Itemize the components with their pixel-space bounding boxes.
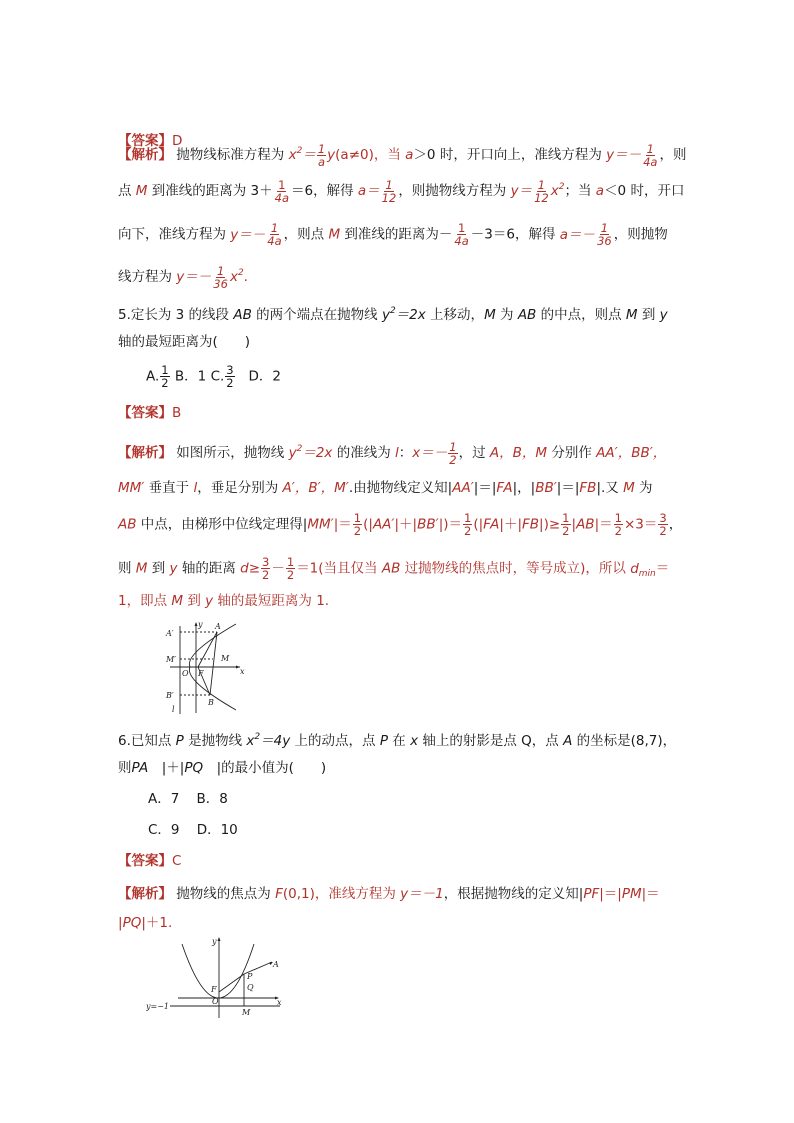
math: d (240, 560, 249, 577)
answer-value: C (172, 853, 182, 869)
text: 上的动点，点 (290, 733, 380, 749)
option-d: D．2 (248, 368, 281, 385)
math: y (205, 593, 214, 609)
q6-stem-line-1: 6.已知点 P 是抛物线 $x^2=4y$ 上的动点，点 P 在 x 轴上的射影是点 Q，点 A 的坐标是(8,7)， (118, 732, 677, 749)
text: |＝ (333, 516, 352, 533)
math: A (563, 733, 573, 749)
text: ，则点 (283, 226, 329, 243)
math: $x^2=$ $\frac{1}{a}$ y (288, 141, 336, 169)
math: F (275, 886, 283, 902)
fraction: $\frac{1}{4a}$ (454, 221, 469, 248)
text: |＝ (641, 886, 660, 902)
text: 是抛物线 (183, 733, 247, 749)
q6-answer-line (118, 852, 181, 870)
math: AB (517, 307, 537, 323)
text: ＝1(当且仅当 (296, 560, 382, 577)
math: AA′，BB′， (596, 445, 667, 461)
text: 过抛物线的焦点时，等号成立)，所以 (400, 560, 631, 577)
line-fp (219, 974, 244, 992)
math: P (379, 733, 388, 749)
q5-analysis-line-1: 【解析】 如图所示，抛物线 $y^2=2x$ 的准线为 l：x＝－ $\frac{1}{2}$ ，过 A，B，M 分别作 AA′，BB′， (118, 439, 667, 467)
math: M (171, 593, 184, 609)
math: AB (118, 516, 137, 533)
text: 5.定长为 3 的线段 (118, 307, 234, 323)
label-p: P (247, 972, 253, 981)
chord-ab (210, 632, 217, 695)
text: |)≥ (539, 516, 561, 533)
text: ，则抛物 (613, 226, 668, 243)
option-a: A．7 (148, 791, 180, 807)
option-d: D．10 (196, 822, 238, 838)
text: 到 (183, 593, 206, 609)
text: 分别作 (547, 445, 597, 461)
q6-options-row-1 (148, 790, 228, 808)
analysis-tag: 【解析】 (118, 445, 172, 461)
text: |＝| (556, 480, 580, 496)
text: 的两个端点在抛物线 (251, 307, 382, 323)
text: (a≠0)，当 (335, 147, 406, 163)
text: 中点，由梯形中位线定理得| (136, 516, 308, 533)
q5-options (146, 364, 281, 389)
math: AB (576, 516, 595, 533)
text: 点 (118, 183, 136, 199)
text: |＝| (599, 886, 622, 902)
label-l: l (172, 705, 175, 714)
math: PM (621, 886, 642, 902)
math: y＝－ $\frac{1}{4a}$ (230, 221, 282, 248)
answer-tag: 【答案】 (118, 133, 172, 149)
label-a-prime: A′ (166, 629, 174, 638)
math: P (175, 733, 184, 749)
q4-analysis-line-2 (118, 178, 684, 204)
label-x: x (240, 667, 245, 676)
text: 轴上的射影是点 Q，点 (418, 733, 564, 749)
parabola (182, 944, 254, 998)
math: A，B，M (489, 445, 548, 461)
q5-stem-line-1: 5.定长为 3 的线段 AB 的两个端点在抛物线 $y^2=2x$ 上移动，M 为 AB 的中点，则点 M 到 y (118, 306, 668, 323)
q4-analysis-line-3 (118, 222, 668, 247)
math: y＝－ $\frac{1}{4a}$ (606, 141, 658, 169)
text: 轴的最短距离为( ) (118, 334, 251, 350)
math: M (328, 226, 341, 243)
math: FB (522, 516, 540, 533)
text: (| (473, 516, 484, 533)
label-f: F (198, 669, 204, 678)
text: 则 (118, 760, 132, 776)
math: l (193, 480, 198, 496)
option-c: C. (210, 368, 225, 385)
math: BB′ (417, 516, 439, 533)
math: M (625, 307, 638, 323)
q5-analysis-line-3: AB 中点，由梯形中位线定理得|MM′|＝ $\frac{1}{2}$ (|AA′|＋|BB′|)＝ $\frac{1}{2}$ (|FA|＋|FB|)≥ $\frac{1}{2}$ |AB|＝ $\frac{1}{2}$ ×3＝ $\frac{3}{2}$ ， (118, 511, 683, 538)
text: ＞0 时，开口向上，准线方程为 (413, 147, 607, 163)
text: 到准线的距离为－ (340, 226, 453, 243)
math: AB (381, 560, 401, 577)
q5-stem-line-2 (118, 333, 250, 351)
text: 到 (637, 307, 660, 323)
text: ＝ (655, 560, 670, 577)
math: MM′ (118, 480, 145, 496)
text: |的最小值为( ) (203, 760, 327, 776)
label-f: F (211, 985, 217, 994)
text: 到准线的距离为 3＋ (147, 183, 273, 199)
q5-analysis-line-4: 则 M 到 y 轴的距离 d≥ $\frac{3}{2}$ － $\frac{1}{2}$ ＝1(当且仅当 AB 过抛物线的焦点时，等号成立)，所以 $d_{min}=$ (118, 555, 670, 582)
text: 到 (147, 560, 170, 577)
label-b-prime: B′ (166, 691, 174, 700)
label-m-prime: M′ (166, 655, 177, 664)
text: ；当 (564, 183, 596, 199)
math: M (484, 307, 496, 323)
text: |＝ (594, 516, 613, 533)
text: |＋| (394, 516, 418, 533)
analysis-tag: 【解析】 (118, 886, 172, 902)
answer-tag: 【答案】 (118, 853, 172, 869)
math: A′，B′，M′ (282, 480, 349, 496)
math: a (595, 183, 605, 199)
q5-analysis-line-2 (118, 479, 653, 497)
analysis-tag: 【解析】 (118, 147, 172, 163)
q6-figure (146, 934, 290, 1020)
option-b: B．1 (174, 368, 207, 385)
math: FB (579, 480, 597, 496)
math: PQ (122, 915, 142, 931)
fraction: $\frac{1}{2}$ (161, 363, 169, 390)
text: (| (363, 516, 373, 533)
line-af (198, 632, 217, 667)
math: y＝－1 (400, 886, 444, 902)
text: 线方程为 (118, 269, 177, 285)
fraction: $\frac{3}{2}$ (226, 363, 234, 390)
text: |＋| (499, 516, 522, 533)
text: ＜0 时，开口 (604, 183, 685, 199)
q4-analysis-line-4 (118, 264, 248, 290)
text: ，则 (659, 147, 687, 163)
math: y＝ $\frac{1}{12}$ $x^2$ (510, 177, 565, 205)
math: y (169, 560, 178, 577)
text: 为 (495, 307, 518, 323)
text: 轴的最短距离为 1. (213, 593, 330, 609)
text: |，| (512, 480, 536, 496)
label-y: y (212, 937, 217, 946)
text: 则 (118, 560, 136, 577)
text: ，过 (458, 445, 490, 461)
text: |＋1. (141, 915, 173, 931)
option-a: A. (146, 368, 160, 385)
option-c: C．9 (148, 822, 180, 838)
label-m: M (242, 1008, 251, 1017)
answer-value: D (172, 133, 183, 149)
text: |.又 (596, 480, 624, 496)
text: 抛物线标准方程为 (176, 147, 289, 163)
option-b: B．8 (196, 791, 228, 807)
math: M (135, 560, 148, 577)
math: x (410, 733, 419, 749)
q6-stem-line-2 (118, 759, 326, 777)
math: BB′ (535, 480, 557, 496)
label-b: B (208, 698, 214, 707)
text: 垂直于 (144, 480, 194, 496)
math: MM′ (307, 516, 334, 533)
fraction: $\frac{1}{4a}$ (274, 177, 289, 205)
label-y: y (198, 620, 203, 629)
text: 6.已知点 (118, 733, 176, 749)
text: 为 (634, 480, 653, 496)
math: a (405, 147, 414, 163)
text: |＋| (148, 760, 185, 776)
q5-figure (160, 618, 252, 716)
math: M (623, 480, 635, 496)
q6-analysis-line-2 (118, 914, 172, 932)
text: (0,1)，准线方程为 (282, 886, 401, 902)
math: l (395, 445, 399, 461)
text: 的坐标是(8,7)， (572, 733, 677, 749)
text: |＝| (473, 480, 497, 496)
math: FA (483, 516, 500, 533)
math: AB (233, 307, 252, 323)
text: . (243, 269, 248, 285)
text: ，则抛物线方程为 (398, 183, 511, 199)
math: y＝－ $\frac{1}{36}$ $x^2$ (176, 263, 244, 291)
label-o: O (182, 669, 189, 678)
text: ，根据抛物线的定义知| (443, 886, 584, 902)
label-a: A (273, 960, 279, 969)
text: 在 (388, 733, 411, 749)
text: |)＝ (438, 516, 463, 533)
q4-analysis-line-1 (118, 142, 686, 168)
label-directrix: y=−1 (146, 1002, 170, 1011)
label-o: O (212, 997, 219, 1006)
text: | (571, 516, 577, 533)
answer-tag: 【答案】 (118, 405, 172, 421)
text: ≥ (248, 560, 261, 577)
text: .由抛物线定义知| (348, 480, 453, 496)
text: ，垂足分别为 (197, 480, 283, 496)
text: ×3＝ (623, 516, 658, 533)
math: PQ (184, 760, 204, 776)
math: M (135, 183, 148, 199)
label-m: M (221, 654, 230, 663)
text: | (118, 915, 123, 931)
math: a＝ $\frac{1}{12}$ (357, 177, 397, 205)
text: 的准线为 (332, 445, 396, 461)
text: － (271, 560, 285, 577)
math: a＝－ $\frac{1}{36}$ (559, 221, 612, 248)
text: 向下，准线方程为 (118, 226, 231, 243)
math: AA′ (452, 480, 474, 496)
math: PF (583, 886, 600, 902)
text: 上移动， (425, 307, 485, 323)
q6-options-row-2 (148, 821, 238, 839)
math: PA (131, 760, 149, 776)
label-q: Q (247, 983, 254, 992)
text: 1，即点 (118, 593, 172, 609)
answer-value: B (172, 405, 182, 421)
q5-analysis-line-5 (118, 592, 329, 610)
label-x: x (277, 998, 282, 1007)
text: 如图所示，抛物线 (172, 445, 289, 461)
label-a: A (215, 622, 221, 631)
text: 轴的距离 (177, 560, 241, 577)
math: AA′ (372, 516, 395, 533)
q5-answer-line (118, 404, 181, 422)
text: 抛物线的焦点为 (172, 886, 276, 902)
math: FA (496, 480, 513, 496)
q6-analysis-line-1 (118, 885, 660, 903)
text: －3＝6，解得 (470, 226, 560, 243)
text: ＝6，解得 (291, 183, 358, 199)
math: y (659, 307, 668, 323)
text: 的中点，则点 (536, 307, 626, 323)
